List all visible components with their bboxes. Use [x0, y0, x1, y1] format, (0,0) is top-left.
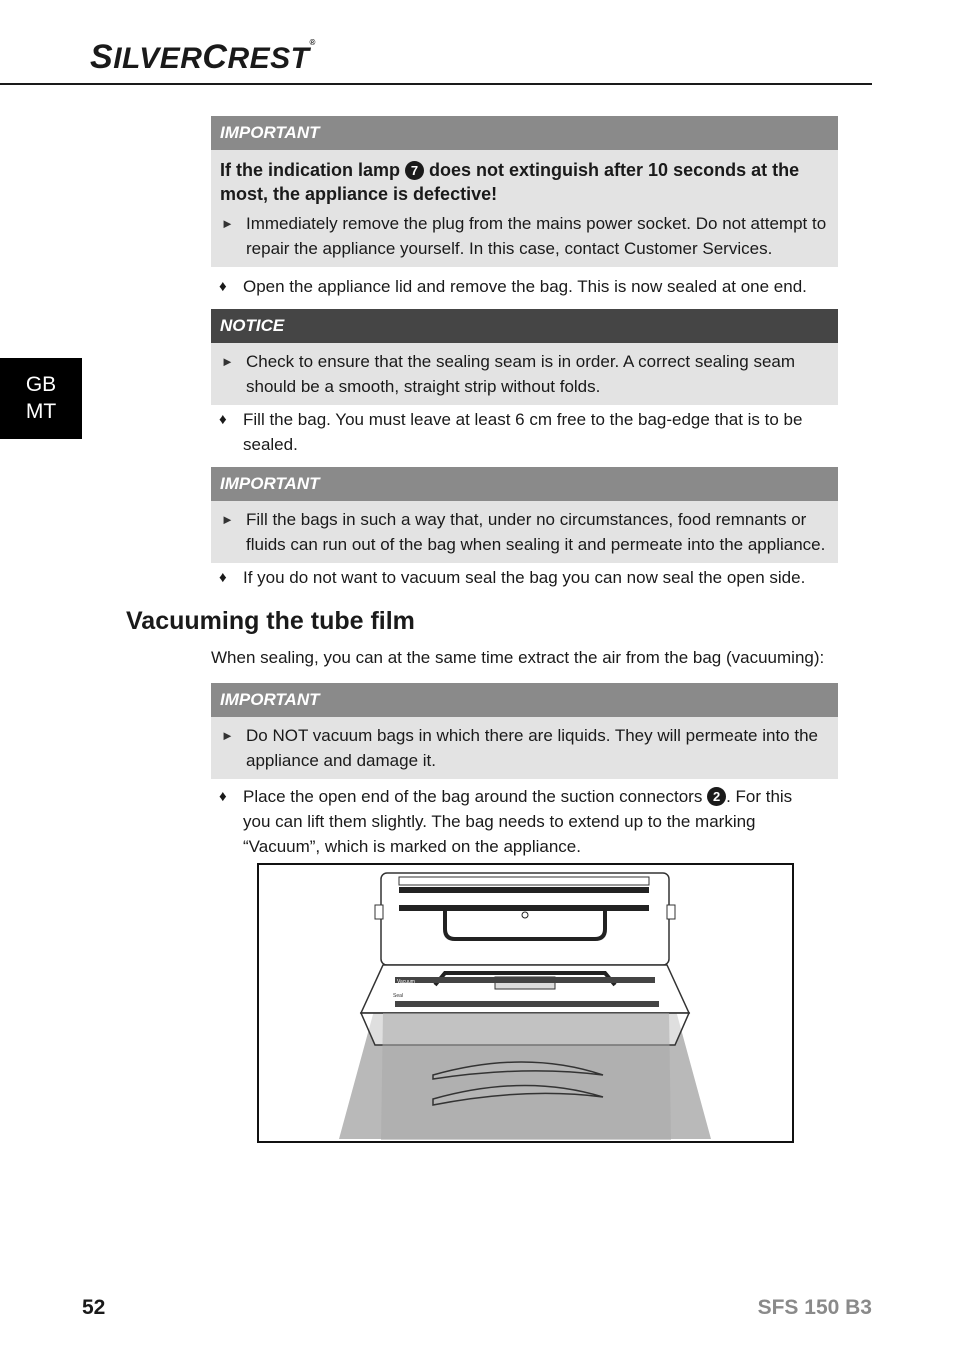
important-heading: IMPORTANT	[211, 467, 838, 501]
model-number: SFS 150 B3	[757, 1296, 872, 1319]
important-box-2	[211, 467, 838, 563]
triangle-right-icon: ►	[221, 512, 234, 527]
header-divider	[0, 83, 872, 85]
reference-number: 2	[707, 787, 726, 806]
diamond-icon: ♦	[219, 278, 227, 295]
triangle-right-icon: ►	[221, 728, 234, 743]
brand-logo: SILVERCREST®	[90, 38, 316, 76]
step-item: ♦ Place the open end of the bag around the suction connectors 2 . For this you can lift them slightly. The bag needs to extend up to the marking “Vacuum”, which is marked on the appliance.	[211, 784, 811, 859]
notice-heading: NOTICE	[211, 309, 838, 343]
reference-number: 7	[405, 161, 424, 180]
diamond-icon: ♦	[219, 569, 227, 586]
diamond-icon: ♦	[219, 411, 227, 428]
instruction-item: ► Check to ensure that the sealing seam is in order. A correct sealing seam should be a smooth, straight strip without folds.	[220, 349, 828, 399]
warning-statement: If the indication lamp 7 does not extinguish after 10 seconds at the most, the appliance is defective!	[220, 160, 800, 204]
important-box-1	[211, 116, 838, 267]
page-number: 52	[82, 1296, 106, 1319]
important-box-3	[211, 683, 838, 779]
instruction-item: ► Immediately remove the plug from the mains power socket. Do not attempt to repair the appliance yourself. In this case, contact Customer Services.	[220, 211, 828, 261]
vacuum-label: Vacuum	[397, 979, 415, 985]
vacuum-sealer-drawing	[259, 865, 792, 1141]
notice-box	[211, 309, 838, 405]
important-heading: IMPORTANT	[211, 683, 838, 717]
diamond-icon: ♦	[219, 788, 227, 805]
language-code-mt: MT	[25, 400, 57, 423]
step-item: ♦ If you do not want to vacuum seal the bag you can now seal the open side.	[211, 565, 838, 590]
step-item: ♦ Fill the bag. You must leave at least 6 cm free to the bag-edge that is to be sealed.	[211, 407, 838, 457]
important-heading: IMPORTANT	[211, 116, 838, 150]
section-intro: When sealing, you can at the same time extract the air from the bag (vacuuming):	[211, 648, 825, 667]
step-item: ♦ Open the appliance lid and remove the bag. This is now sealed at one end.	[211, 274, 838, 299]
language-code-gb: GB	[25, 373, 57, 396]
appliance-lid	[381, 873, 669, 965]
seal-label: Seal	[393, 993, 404, 999]
appliance-illustration	[257, 863, 794, 1143]
triangle-right-icon: ►	[221, 354, 234, 369]
instruction-item: ► Do NOT vacuum bags in which there are liquids. They will permeate into the appliance and damage it.	[220, 723, 828, 773]
section-title: Vacuuming the tube film	[126, 607, 415, 635]
language-tab	[0, 358, 82, 439]
triangle-right-icon: ►	[221, 216, 234, 231]
instruction-item: ► Fill the bags in such a way that, under no circumstances, food remnants or fluids can run out of the bag when sealing it and permeate into the appliance.	[220, 507, 828, 557]
